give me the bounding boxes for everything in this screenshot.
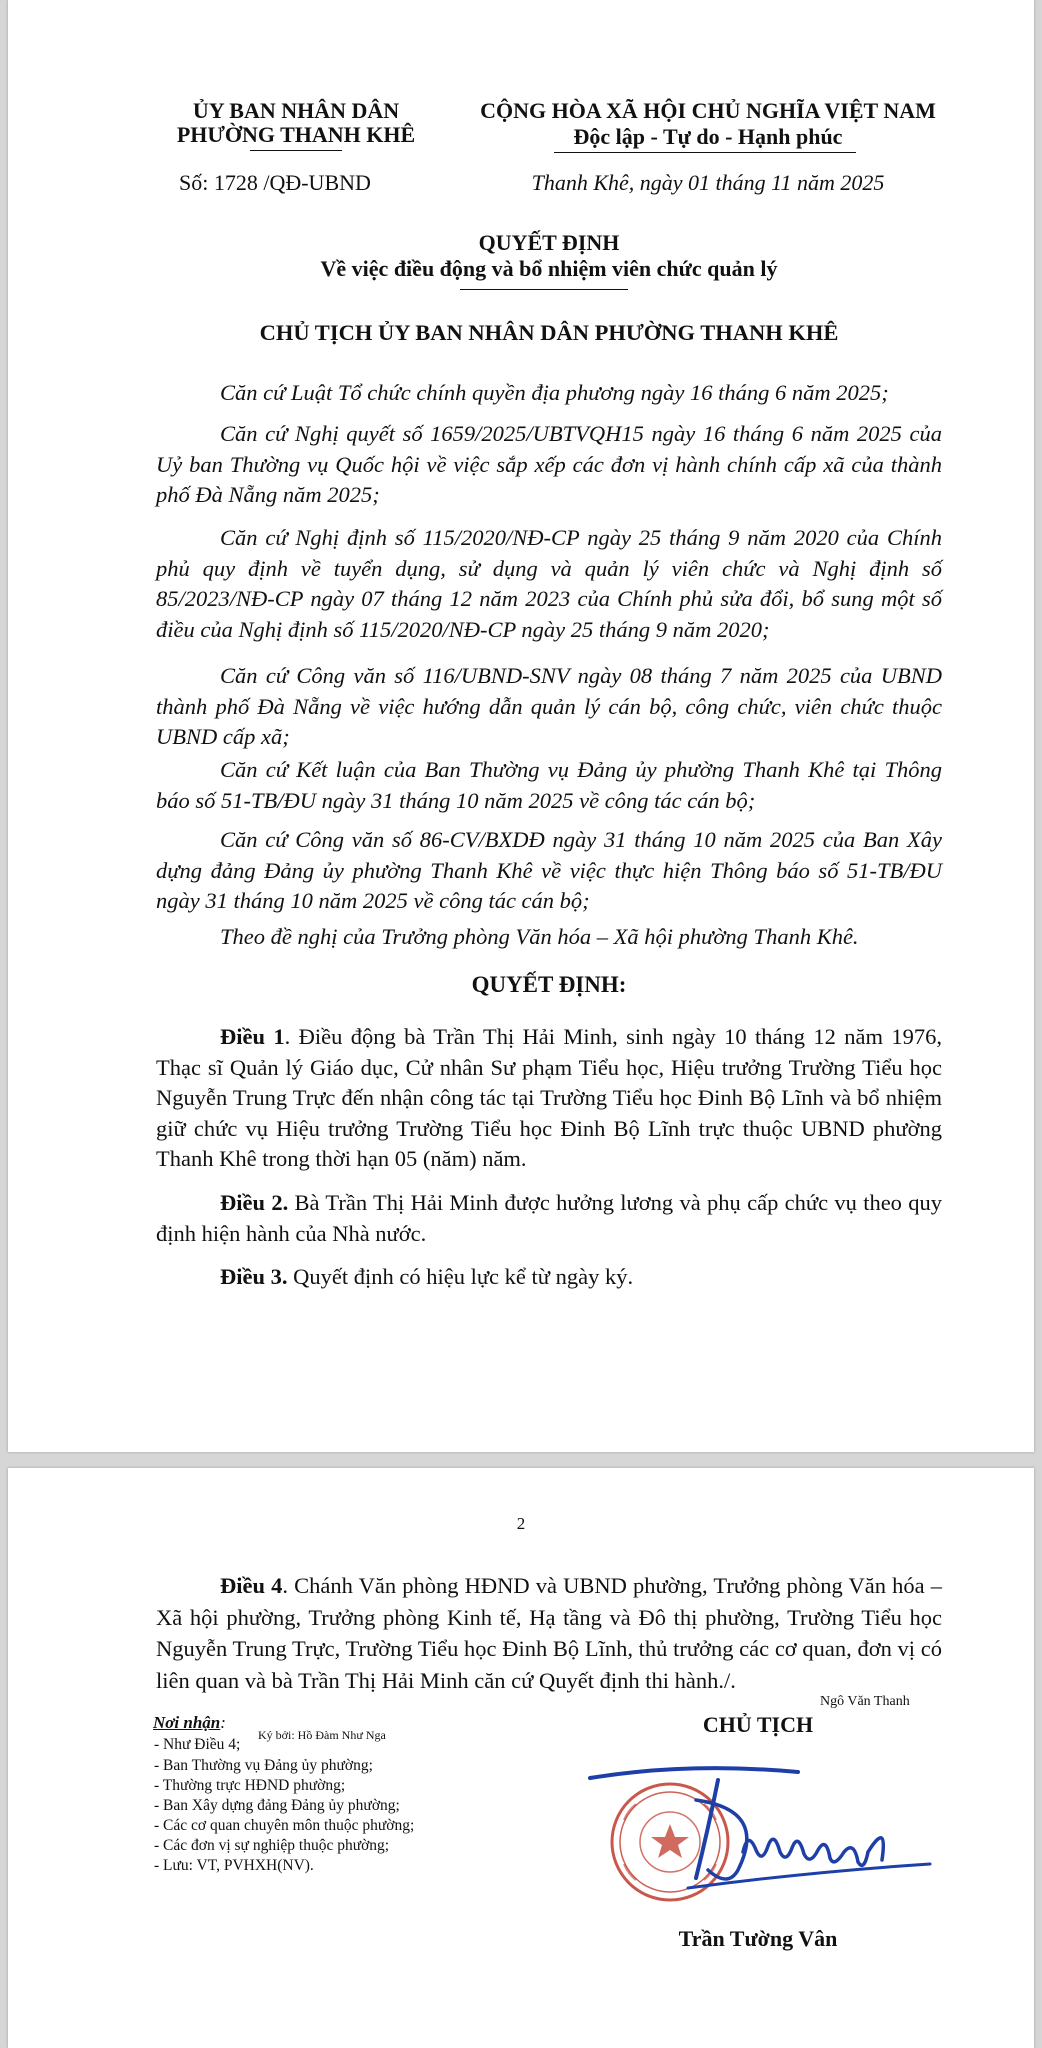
article-2 — [156, 1188, 942, 1249]
article-1-label: Điều 1 — [220, 1024, 285, 1049]
signer-name: Trần Tường Vân — [678, 1926, 838, 1951]
legal-basis-1: Căn cứ Luật Tổ chức chính quyền địa phương ngày 16 tháng 6 năm 2025; — [220, 380, 889, 405]
national-title: CỘNG HÒA XÃ HỘI CHỦ NGHĨA VIỆT NAM — [480, 98, 936, 123]
national-motto: Độc lập - Tự do - Hạnh phúc — [573, 124, 843, 149]
agency-line-2: PHƯỜNG THANH KHÊ — [176, 122, 416, 147]
article-3-text: Quyết định có hiệu lực kể từ ngày ký. — [287, 1264, 634, 1289]
recipient-item: - Như Điều 4; — [154, 1736, 241, 1753]
seal-and-signature — [568, 1760, 948, 1920]
legal-basis-7: Theo đề nghị của Trưởng phòng Văn hóa – Xã hội phường Thanh Khê. — [220, 924, 859, 949]
document-page-2 — [8, 1468, 1034, 2048]
place-date: Thanh Khê, ngày 01 tháng 11 năm 2025 — [531, 170, 885, 195]
recipient-item: - Các cơ quan chuyên môn thuộc phường; — [154, 1817, 415, 1834]
article-3 — [156, 1262, 942, 1293]
recipient-item: - Thường trực HĐND phường; — [154, 1777, 346, 1794]
recipients-heading-colon: : — [220, 1713, 226, 1732]
subject-underline — [460, 289, 628, 290]
article-4-text: . Chánh Văn phòng HĐND và UBND phường, Trưởng phòng Văn hóa – Xã hội phường, Trưởng phòng Kinh tế, Hạ tầng và Đô thị phường, Trường Tiểu học Nguyễn Trung Trực, Trường Tiểu học Đinh Bộ Lĩnh, thủ trưởng các cơ quan, đơn vị có liên quan và bà Trần Thị Hải Minh căn cứ Quyết định thi hành./. — [156, 1573, 943, 1693]
document-subject: Về việc điều động và bổ nhiệm viên chức quản lý — [320, 256, 778, 281]
article-1 — [156, 1022, 942, 1175]
document-title: QUYẾT ĐỊNH — [478, 230, 620, 255]
recipient-item: - Ban Xây dựng đảng Đảng ủy phường; — [154, 1797, 400, 1814]
recipient-item: - Lưu: VT, PVHXH(NV). — [154, 1857, 314, 1874]
article-2-text: Bà Trần Thị Hải Minh được hưởng lương và phụ cấp chức vụ theo quy định hiện hành của Nhà nước. — [156, 1190, 943, 1246]
signer-title: CHỦ TỊCH — [702, 1712, 814, 1737]
recipient-item: - Các đơn vị sự nghiệp thuộc phường; — [154, 1837, 390, 1854]
recipients-heading-label: Nơi nhận — [153, 1713, 221, 1732]
signed-by-caption: Ký bởi: Hồ Đàm Như Nga — [258, 1728, 386, 1742]
article-2-label: Điều 2. — [220, 1190, 289, 1215]
agency-line-1: ỦY BAN NHÂN DÂN — [192, 98, 400, 123]
issuing-authority: CHỦ TỊCH ỦY BAN NHÂN DÂN PHƯỜNG THANH KHÊ — [259, 320, 839, 345]
legal-basis-5: Căn cứ Kết luận của Ban Thường vụ Đảng ủy phường Thanh Khê tại Thông báo số 51-TB/ĐU ngày 31 tháng 10 năm 2025 về công tác cán bộ; — [156, 757, 942, 813]
article-4 — [156, 1570, 942, 1696]
article-3-label: Điều 3. — [220, 1264, 288, 1289]
legal-basis-3: Căn cứ Nghị định số 115/2020/NĐ-CP ngày 25 tháng 9 năm 2020 của Chính phủ quy định về tuyển dụng, sử dụng và quản lý viên chức và Nghị định số 85/2023/NĐ-CP ngày 07 tháng 12 năm 2023 của Chính phủ sửa đổi, bổ sung một số điều của Nghị định số 115/2020/NĐ-CP ngày 25 tháng 9 năm 2020; — [156, 525, 942, 642]
motto-underline — [554, 152, 856, 153]
handwritten-signature — [590, 1768, 930, 1888]
document-page-1 — [8, 0, 1034, 1452]
article-1-text: . Điều động bà Trần Thị Hải Minh, sinh ngày 10 tháng 12 năm 1976, Thạc sĩ Quản lý Giáo dục, Cử nhân Sư phạm Tiểu học, Hiệu trưởng Trường Tiểu học Nguyễn Trung Trực đến nhận công tác tại Trường Tiểu học Đinh Bộ Lĩnh và bổ nhiệm giữ chức vụ Hiệu trưởng Trường Tiểu học Đinh Bộ Lĩnh trực thuộc UBND phường Thanh Khê trong thời hạn 05 (năm) năm. — [156, 1024, 942, 1171]
recipient-item: - Ban Thường vụ Đảng ủy phường; — [154, 1757, 373, 1774]
signer-digital-caption: Ngô Văn Thanh — [820, 1694, 910, 1709]
document-number: Số: 1728 /QĐ-UBND — [179, 170, 371, 195]
agency-underline — [250, 150, 342, 151]
legal-basis-4: Căn cứ Công văn số 116/UBND-SNV ngày 08 tháng 7 năm 2025 của UBND thành phố Đà Nẵng về việc hướng dẫn quản lý cán bộ, công chức, viên chức thuộc UBND cấp xã; — [156, 663, 942, 749]
recipients-heading — [153, 1713, 226, 1733]
legal-basis-2: Căn cứ Nghị quyết số 1659/2025/UBTVQH15 ngày 16 tháng 6 năm 2025 của Uỷ ban Thường vụ Quốc hội về việc sắp xếp các đơn vị hành chính cấp xã của thành phố Đà Nẵng năm 2025; — [156, 421, 942, 507]
decision-heading: QUYẾT ĐỊNH: — [471, 972, 627, 997]
article-4-label: Điều 4 — [220, 1573, 283, 1598]
legal-basis-6: Căn cứ Công văn số 86-CV/BXDĐ ngày 31 tháng 10 năm 2025 của Ban Xây dựng đảng Đảng ủy phường Thanh Khê về việc thực hiện Thông báo số 51-TB/ĐU ngày 31 tháng 10 năm 2025 về công tác cán bộ; — [156, 827, 942, 913]
page-number: 2 — [516, 1514, 526, 1533]
